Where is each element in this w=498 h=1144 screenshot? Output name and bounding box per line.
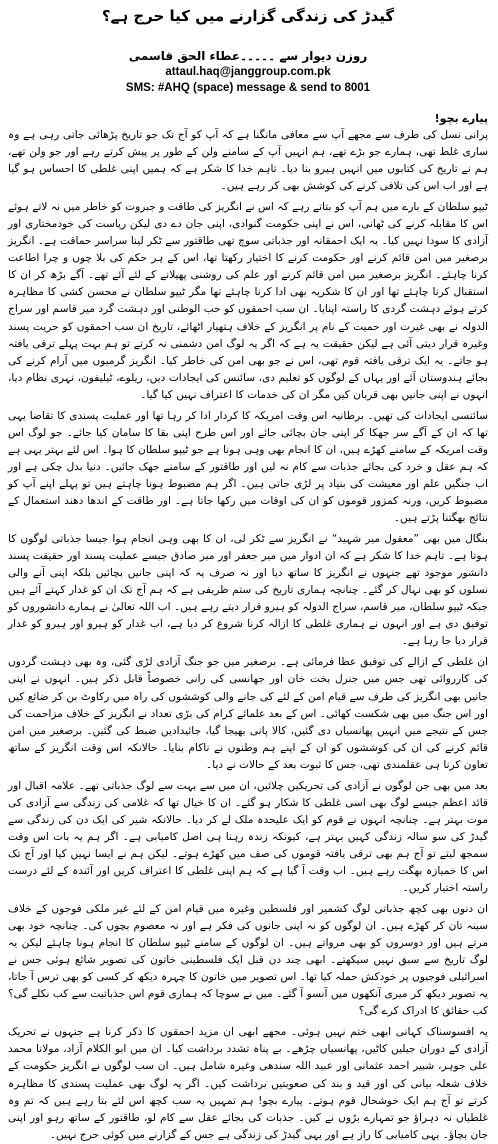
article-header — [8, 6, 488, 96]
article-title: گیدڑ کی زندگی گزارنے میں کیا حرج ہے؟ — [101, 7, 395, 25]
article-byline: روزن دیوار سے ۔۔۔۔۔عطاء الحق قاسمی — [128, 49, 368, 63]
author-email: attaul.haq@janggroup.com.pk — [165, 66, 331, 78]
article-body — [8, 110, 488, 1144]
article-greeting: پیارے بچو! — [434, 112, 488, 125]
article-paragraph: بنگال میں بھی ”معقول میر شہید“ نے انگریز سے ٹکر لی، ان کا بھی وہی انجام ہوا جیسا جذباتی لوگوں کا ہوتا ہے۔ تاہم خدا کا شکر ہے کہ ان ادوار میں میر جعفر اور میر صادق جیسے عملیت پسند اور حقیقت پسند دانشور موجود تھے جنہوں نے انگریز کا ساتھ دیا اور نہ صرف یہ کہ اپنی جانیں بچائیں بلکہ اپنی آنے والی نسلوں کو بھی نہال کر گئے۔ چنانچہ ہماری تاریخ کی ستم ظریفی ہے کہ ہم آج تک ان کو غدار کہتے آئے ہیں جبکہ ٹیپو سلطان، میر قاسم، سراج الدولہ کو ہیرو قرار دیتے رہے ہیں۔ اب اللہ تعالیٰ نے ہمارے دانشوروں کو توفیق دی ہے اور انہوں نے ہماری غلطی کا ازالہ کرنا شروع کر دیا ہے، اب غدار کو ہیرو اور ہیرو کو غدار قرار دیا جا رہا ہے۔ — [8, 533, 488, 648]
article-paragraph: سائنسی ایجادات کی تھیں۔ برطانیہ اس وقت امریکہ کا کردار ادا کر رہا تھا اور عملیت پسندی کا تقاضا یہی تھا کہ ان کے آگے سر جھکا کر اپنی جان بچائی جائے اور اس طرح اپنی بقا کا سامان کیا جائے۔ جو لوگ اس وقت امریکہ کے سامنے کھڑے ہیں، ان کا انجام بھی وہی ہونا ہے جو ٹیپو سلطان کا ہوا۔ اس لئے بہتر یہی ہے کہ ہم عقل و خرد کی بجائے جذبات سے کام نہ لیں اور طاقتور کے سامنے جھک جائیں۔ دنیا بدل چکی ہے اور اب جنگیں علم اور معیشت کی بنیاد پر لڑی جاتی ہیں۔ اگر ہم مضبوط ہونا چاہتے ہیں تو پہلے اپنے آپ کو مضبوط کریں، ورنہ کمزور قوموں کو ان کی اوقات میں رکھا جاتا ہے۔ اور طاقت کے اندھا دھند استعمال کے نتائج بھگتنا پڑتے ہیں۔ — [8, 409, 488, 525]
article-paragraph: یہ افسوسناک کہانی ابھی ختم نہیں ہوئی۔ مجھے ابھی ان مزید احمقوں کا ذکر کرنا ہے جنہوں نے تحریک آزادی کے دوران جیلیں کاٹیں، پھانسیاں چڑھے۔ بے پناہ تشدد برداشت کیا۔ ان میں ابو الکلام آزاد، مولانا محمد علی جوہر، شبیر احمد عثمانی اور عبید اللہ سندھی وغیرہ شامل ہیں۔ ان سب لوگوں نے انگریز حکومت کے خلاف شعلہ بیانی کی اور قید و بند کی صعوبتیں برداشت کیں۔ اگر یہ لوگ بھی عملیت پسندی کا مظاہرہ کرتے تو آج ہم ایک خوشحال قوم ہوتے۔ پیارے بچو! ہم تمہیں یہ سب کچھ اس لئے بتا رہے ہیں کہ تم وہ غلطیاں نہ دہراؤ جو تمہارے بڑوں نے کیں۔ جذبات کی بجائے عقل سے کام لو، طاقتور کے ساتھ رہو اور اپنی جان بچاؤ۔ یہی کامیابی کا راز ہے اور یہی گیدڑ کی زندگی ہے جس کے گزارنے میں کوئی حرج نہیں۔ — [8, 1026, 488, 1141]
article-paragraph: بعد میں بھی جن لوگوں نے آزادی کی تحریکیں چلائیں، ان میں سے بہت سے لوگ جذباتی تھے۔ علامہ اقبال اور قائد اعظم جیسے لوگ بھی اسی غلطی کا شکار ہو گئے۔ ان کا خیال تھا کہ غلامی کی زندگی سے آزادی کی موت بہتر ہے۔ چنانچہ انہوں نے قوم کو ایک علیحدہ ملک لے کر دیا۔ حالانکہ شیر کی ایک دن کی زندگی سے گیدڑ کی سو سالہ زندگی کہیں بہتر ہے، کیونکہ زندہ رہنا ہی اصل کامیابی ہے۔ اگر ہم یہ بات اس وقت سمجھ لیتے تو آج ہم بھی ترقی یافتہ قوموں کی صف میں کھڑے ہوتے۔ لیکن ہم نے ایسا نہیں کیا اور آج تک اس کا خمیازہ بھگت رہے ہیں۔ اب وقت آ گیا ہے کہ ہم اپنی غلطی کا اعتراف کریں اور آئندہ کے لئے درست راستہ اختیار کریں۔ — [8, 779, 488, 895]
article-paragraph: پرانی نسل کی طرف سے مجھے آپ سے معافی مانگنا ہے کہ آپ کو آج تک جو تاریخ پڑھائی جاتی رہی ہے وہ ساری غلط تھی، ہمارے جو بڑے تھے، ہم انہیں آپ کے سامنے ولن کے طور پر پیش کرتے رہے اور جو ولن تھے، ہم نے تاریخ کی کتابوں میں انہیں ہیرو بنا دیا۔ تاہم خدا کا شکر ہے کہ ہمیں اپنی غلطی کا احساس ہو گیا ہے اور اب اس کی تلافی کرنے کی کوشش بھی کر رہے ہیں۔ — [8, 129, 488, 193]
article-paragraph: ان غلطی کے ازالے کی توفیق عطا فرمائی ہے۔ برصغیر میں جو جنگ آزادی لڑی گئی، وہ بھی دہشت گردوں کی کارروائی تھی جس میں جنرل بخت خان اور جھانسی کی رانی خصوصاً قابل ذکر ہیں۔ انہوں نے اپنی جانیں بھی انگریز کی طرف سے قیام امن کے لئے کی جانے والی کوششوں کی راہ میں رکاوٹ بن کر ضائع کیں اور اس جنگ میں بھی شکست کھائی۔ اس کے بعد علمائے کرام کی بڑی تعداد نے انگریز کے خلاف مزاحمت کی جس کے نتیجے میں انہیں پھانسیاں دی گئیں، کالا پانی بھیجا گیا، جائیدادیں ضبط کی گئیں۔ برصغیر میں امن قائم کرنے کی ان کی کوششوں کو ان کے اپنے ہم وطنوں نے ناکام بنایا۔ حالانکہ اس وقت انگریز کے ساتھ تعاون کرنا ہی عقلمندی تھی، جس کا ثبوت بعد کے حالات نے دیا۔ — [8, 656, 488, 771]
article-paragraph: ان دنوں بھی کچھ جذباتی لوگ کشمیر اور فلسطین وغیرہ میں قیام امن کے لئے غیر ملکی فوجوں کے خلاف سینہ تان کر کھڑے ہیں۔ ان لوگوں کو نہ اپنی جانوں کی فکر ہے اور نہ معصوم بچوں کی۔ چنانچہ خود بھی مرتے ہیں اور دوسروں کو بھی مرواتے ہیں۔ ان لوگوں کے سامنے ٹیپو سلطان کا انجام ہونا چاہئے لیکن یہ لوگ تاریخ سے سبق نہیں سیکھتے۔ ابھی چند دن قبل ایک فلسطینی خاتون کی تصویر شائع ہوئی جس نے اسرائیلی فوجیوں پر خودکش حملہ کیا تھا۔ اس تصویر میں خاتون کا چہرہ دیکھ کر کسی کو بھی ترس آ جاتا، یہ تصویر دیکھ کر میری آنکھوں میں آنسو آ گئے۔ میں نے سوچا کہ ہماری قوم اس جذباتیت سے کب نکلے گی؟ کب حقائق کا ادراک کرے گی؟ — [8, 903, 488, 1018]
article-paragraph: ٹیپو سلطان کے بارے میں ہم آپ کو بتاتے رہے کہ اس نے انگریز کی طاقت و جبروت کو خاطر میں نہ لاتے ہوئے اس کا مقابلہ کرنے کی ٹھانی، اس نے اپنی حکومت گنوادی، اپنی جان دے دی لیکن ریاست کی خودمختاری اور آزادی کا سودا نہیں کیا۔ یہ ایک احمقانہ اور جذباتی سوچ تھی طاقتور سے ٹکر لینا سراسر حماقت ہے۔ انگریز برصغیر میں امن قائم کرنے اور حکومت کرنے کا اختیار رکھتا تھا، اس کے ہر حکم کی بلا چوں و چرا اطاعت کرنا چاہئے۔ انگریز برصغیر میں امن قائم کرنے اور علم کی روشنی پھیلانے کے لئے آئے تھے۔ آگے بڑھ کر ان کا استقبال کرنا چاہئے تھا اور ان کا شکریہ بھی ادا کرنا چاہئے تھا مگر ٹیپو سلطان نے محسن کشی کا مظاہرہ کرتے ہوئے دہشت گردی کا راستہ اپنایا۔ ان سب احمقوں کو حب الوطنی اور دہشت گرد میر قاسم اور سراج الدولہ نے بھی غیرت اور حمیت کے نام پر انگریز کے خلاف ہتھیار اٹھائے، تاریخ ان سب احمقوں کو حریت پسند وغیرہ قرار دیتی آئی ہے لیکن حقیقت یہ ہے کہ اگر یہ لوگ امن دشمنی نہ کرتے تو ہم بہت پہلے ترقی یافتہ ہو جاتے۔ یہ ایک ترقی یافتہ قوم تھی، اس نے جو بھی امن کی خاطر کیا۔ انگریز گرمیوں میں آرام کرنے کی بجائے ہندوستان آئے اور یہاں کے لوگوں کو تعلیم دی، سائنس کی ایجادات دیں، ریلوے، ٹیلیفون، نہری نظام دیا، انہوں نے اپنی جانیں بھی قربان کیں مگر ان کی خدمات کا اعتراف نہیں کیا گیا۔ — [8, 201, 488, 401]
sms-instructions: SMS: #AHQ (space) message & send to 8001 — [125, 82, 371, 94]
